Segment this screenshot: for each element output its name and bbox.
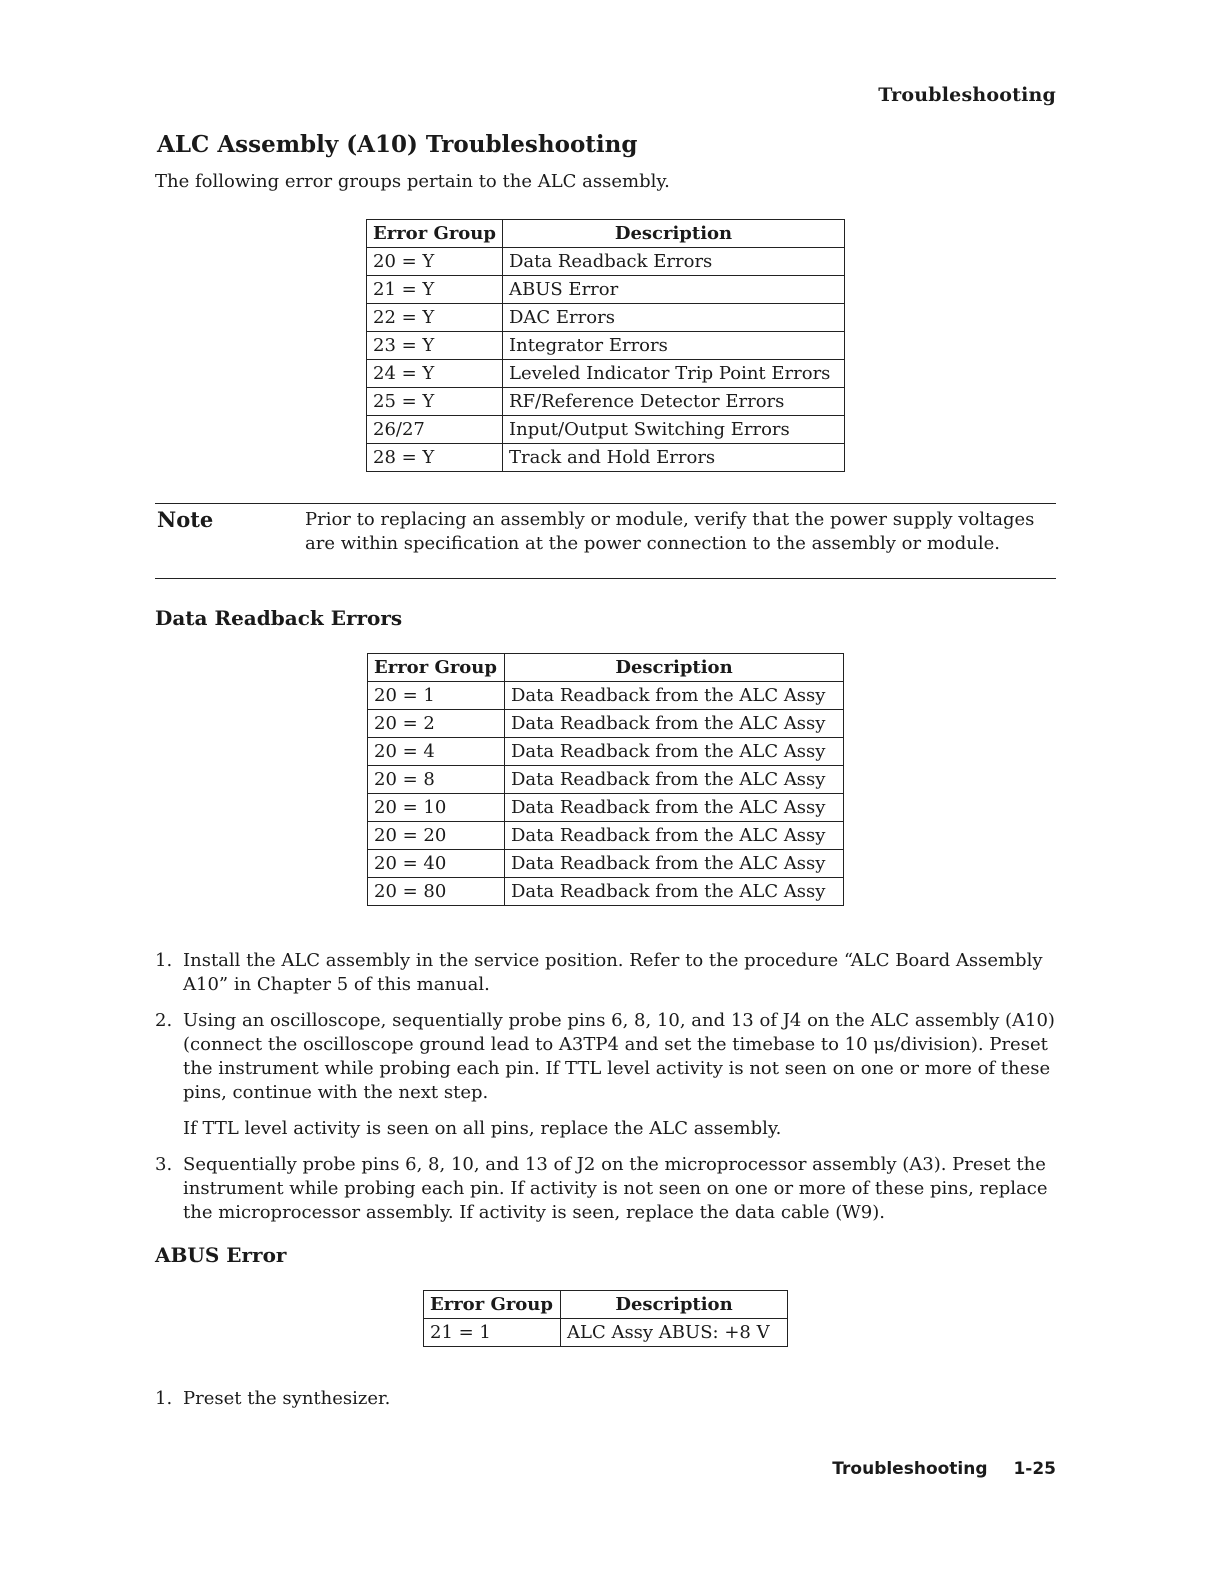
table-header-row xyxy=(424,1291,788,1319)
table-row xyxy=(368,878,844,906)
error-group-cell: 20 = 8 xyxy=(368,766,505,794)
note-label: Note xyxy=(157,507,214,532)
step-text: Install the ALC assembly in the service position. Refer to the procedure “ALC Board Assembly A10” in Chapter 5 of this manual. xyxy=(183,950,1043,995)
page-footer xyxy=(832,1459,1056,1479)
description-cell: Data Readback Errors xyxy=(502,248,844,276)
description-cell: DAC Errors xyxy=(502,304,844,332)
table-header-row xyxy=(367,220,845,248)
table-row xyxy=(368,710,844,738)
abus-error-heading: ABUS Error xyxy=(155,1243,287,1267)
footer-section: Troubleshooting xyxy=(832,1459,988,1479)
description-cell: RF/Reference Detector Errors xyxy=(502,388,844,416)
error-group-cell: 22 = Y xyxy=(367,304,503,332)
error-group-cell: 20 = 10 xyxy=(368,794,505,822)
error-group-cell: 20 = 4 xyxy=(368,738,505,766)
data-readback-heading: Data Readback Errors xyxy=(155,606,403,630)
step-number: 2. xyxy=(155,1010,173,1031)
table-row xyxy=(424,1319,788,1347)
step-text: Using an oscilloscope, sequentially probe pins 6, 8, 10, and 13 of J4 on the ALC assembly (A10) (connect the oscilloscope ground lead to A3TP4 and set the timebase to 10 μs/division). Preset the instrument while probing each pin. If TTL level activity is not seen on one or more of these pins, continue with the next step. xyxy=(183,1010,1055,1103)
table-row xyxy=(367,444,845,472)
step-number: 1. xyxy=(155,950,173,971)
column-header-description: Description xyxy=(505,654,844,682)
step-text: Preset the synthesizer. xyxy=(183,1388,391,1409)
table-row xyxy=(367,332,845,360)
error-group-cell: 20 = 1 xyxy=(368,682,505,710)
procedure-step xyxy=(155,1387,1055,1411)
abus-error-steps xyxy=(155,1387,1055,1423)
table-row xyxy=(367,360,845,388)
description-cell: Data Readback from the ALC Assy xyxy=(505,794,844,822)
description-cell: Leveled Indicator Trip Point Errors xyxy=(502,360,844,388)
error-group-cell: 20 = 40 xyxy=(368,850,505,878)
description-cell: ALC Assy ABUS: +8 V xyxy=(561,1319,788,1347)
column-header-description: Description xyxy=(561,1291,788,1319)
table-row xyxy=(368,822,844,850)
note-top-rule xyxy=(155,503,1056,504)
description-cell: Input/Output Switching Errors xyxy=(502,416,844,444)
data-readback-steps xyxy=(155,949,1055,1237)
error-group-overview-table xyxy=(366,219,845,472)
data-readback-table xyxy=(367,653,844,906)
section-title: ALC Assembly (A10) Troubleshooting xyxy=(157,131,638,158)
section-intro: The following error groups pertain to the ALC assembly. xyxy=(155,171,670,192)
step-number: 3. xyxy=(155,1154,173,1175)
error-group-cell: 24 = Y xyxy=(367,360,503,388)
table-row xyxy=(367,276,845,304)
error-group-cell: 21 = Y xyxy=(367,276,503,304)
page-number: 1-25 xyxy=(1013,1459,1056,1479)
procedure-step xyxy=(155,1009,1055,1141)
description-cell: Track and Hold Errors xyxy=(502,444,844,472)
column-header-error-group: Error Group xyxy=(424,1291,561,1319)
description-cell: ABUS Error xyxy=(502,276,844,304)
step-number: 1. xyxy=(155,1388,173,1409)
table-row xyxy=(367,388,845,416)
abus-error-table xyxy=(423,1290,788,1347)
description-cell: Data Readback from the ALC Assy xyxy=(505,766,844,794)
note-bottom-rule xyxy=(155,578,1056,579)
description-cell: Data Readback from the ALC Assy xyxy=(505,822,844,850)
error-group-cell: 26/27 xyxy=(367,416,503,444)
error-group-cell: 21 = 1 xyxy=(424,1319,561,1347)
table-row xyxy=(368,738,844,766)
description-cell: Integrator Errors xyxy=(502,332,844,360)
table-row xyxy=(367,304,845,332)
error-group-cell: 20 = 80 xyxy=(368,878,505,906)
step-text: If TTL level activity is seen on all pins, replace the ALC assembly. xyxy=(183,1118,782,1139)
running-header: Troubleshooting xyxy=(878,84,1056,106)
description-cell: Data Readback from the ALC Assy xyxy=(505,878,844,906)
procedure-step xyxy=(155,1153,1055,1225)
table-header-row xyxy=(368,654,844,682)
table-row xyxy=(368,682,844,710)
error-group-cell: 25 = Y xyxy=(367,388,503,416)
column-header-description: Description xyxy=(502,220,844,248)
error-group-cell: 20 = 20 xyxy=(368,822,505,850)
column-header-error-group: Error Group xyxy=(368,654,505,682)
description-cell: Data Readback from the ALC Assy xyxy=(505,710,844,738)
description-cell: Data Readback from the ALC Assy xyxy=(505,682,844,710)
table-row xyxy=(368,850,844,878)
table-row xyxy=(367,416,845,444)
table-row xyxy=(367,248,845,276)
description-cell: Data Readback from the ALC Assy xyxy=(505,738,844,766)
error-group-cell: 20 = 2 xyxy=(368,710,505,738)
note-text: Prior to replacing an assembly or module, verify that the power supply voltages are within specification at the power connection to the assembly or module. xyxy=(305,509,1035,554)
step-text: Sequentially probe pins 6, 8, 10, and 13 of J2 on the microprocessor assembly (A3). Preset the instrument while probing each pin. If activity is not seen on one or more of these pins, replace the microprocessor assembly. If activity is seen, replace the data cable (W9). xyxy=(183,1154,1048,1223)
table-row xyxy=(368,794,844,822)
error-group-cell: 20 = Y xyxy=(367,248,503,276)
table-row xyxy=(368,766,844,794)
error-group-cell: 28 = Y xyxy=(367,444,503,472)
column-header-error-group: Error Group xyxy=(367,220,503,248)
description-cell: Data Readback from the ALC Assy xyxy=(505,850,844,878)
error-group-cell: 23 = Y xyxy=(367,332,503,360)
procedure-step xyxy=(155,949,1055,997)
